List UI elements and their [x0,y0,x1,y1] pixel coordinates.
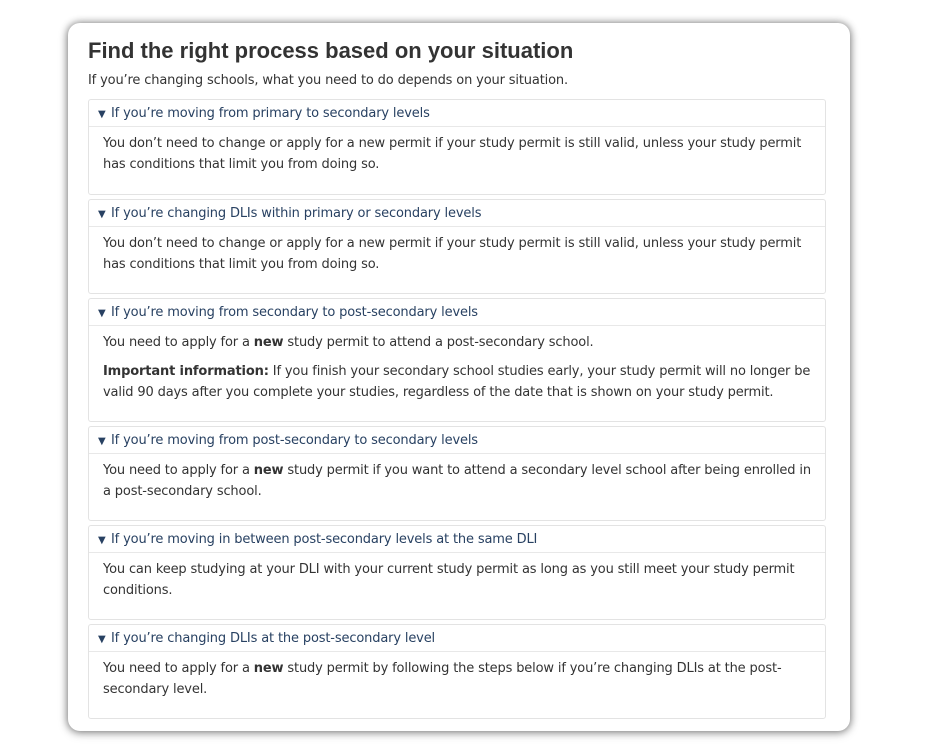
accordion-body [89,454,825,502]
accordion-title: If you’re moving in between post-secondary levels at the same DLI [111,532,538,547]
accordion-title: If you’re moving from post-secondary to secondary levels [111,433,478,448]
accordion-toggle-post-secondary-to-secondary[interactable] [89,427,825,454]
caret-down-icon: ▼ [98,535,106,546]
accordion-panel-primary-to-secondary [88,99,826,195]
accordion-body [89,553,825,601]
accordion-body-text: You don’t need to change or apply for a new permit if your study permit is still valid, unless your study permit has conditions that limit you from doing so. [103,136,802,172]
accordion-toggle-same-dli[interactable] [89,526,825,553]
accordion-panel-same-dli [88,525,826,620]
accordion-panel-changing-dlis-primary-secondary [88,199,826,294]
accordion-toggle-secondary-to-post-secondary[interactable] [89,299,825,326]
content-card [68,23,850,731]
caret-down-icon: ▼ [98,109,106,120]
body-text-start: You need to apply for a [103,661,254,676]
accordion-list [88,99,826,719]
important-label: Important information: [103,364,269,379]
body-text-emphasis: new [253,335,284,350]
intro-text: If you’re changing schools, what you need to do depends on your situation. [88,73,568,88]
accordion-body [89,127,825,175]
body-text-start: You need to apply for a [103,335,254,350]
body-text-end: study permit if you want to attend a secondary level school after being enrolled in a post-secondary school. [103,463,811,499]
accordion-panel-secondary-to-post-secondary [88,298,826,422]
accordion-panel-post-secondary-to-secondary [88,426,826,521]
body-text-emphasis: new [253,661,284,676]
caret-down-icon: ▼ [98,634,106,645]
accordion-title: If you’re changing DLIs at the post-secondary level [111,631,436,646]
important-text: If you finish your secondary school studies early, your study permit will no longer be valid 90 days after you complete your studies, regardless of the date that is shown on your study permit. [103,364,811,400]
accordion-panel-changing-dlis-post-secondary [88,624,826,719]
caret-down-icon: ▼ [98,209,106,220]
caret-down-icon: ▼ [98,308,106,319]
body-text-end: study permit by following the steps below if you’re changing DLIs at the post-secondary level. [103,661,782,697]
accordion-body-text [103,658,813,700]
accordion-title: If you’re changing DLIs within primary or secondary levels [111,206,482,221]
accordion-toggle-changing-dlis-primary-secondary[interactable] [89,200,825,227]
page-title: Find the right process based on your situation [88,38,574,63]
body-text-end: study permit to attend a post-secondary school. [283,335,594,350]
accordion-title: If you’re moving from primary to secondary levels [111,106,430,121]
accordion-body-text: You can keep studying at your DLI with your current study permit as long as you still meet your study permit conditions. [103,562,795,598]
accordion-body [89,227,825,275]
important-note [103,361,813,403]
accordion-body [89,652,825,700]
accordion-toggle-primary-to-secondary[interactable] [89,100,825,127]
accordion-toggle-changing-dlis-post-secondary[interactable] [89,625,825,652]
accordion-body [89,326,825,403]
accordion-title: If you’re moving from secondary to post-secondary levels [111,305,478,320]
caret-down-icon: ▼ [98,436,106,447]
body-text-emphasis: new [253,463,284,478]
accordion-body-text [103,332,813,353]
body-text-start: You need to apply for a [103,463,254,478]
accordion-body-text: You don’t need to change or apply for a new permit if your study permit is still valid, unless your study permit has conditions that limit you from doing so. [103,236,802,272]
accordion-body-text [103,460,813,502]
